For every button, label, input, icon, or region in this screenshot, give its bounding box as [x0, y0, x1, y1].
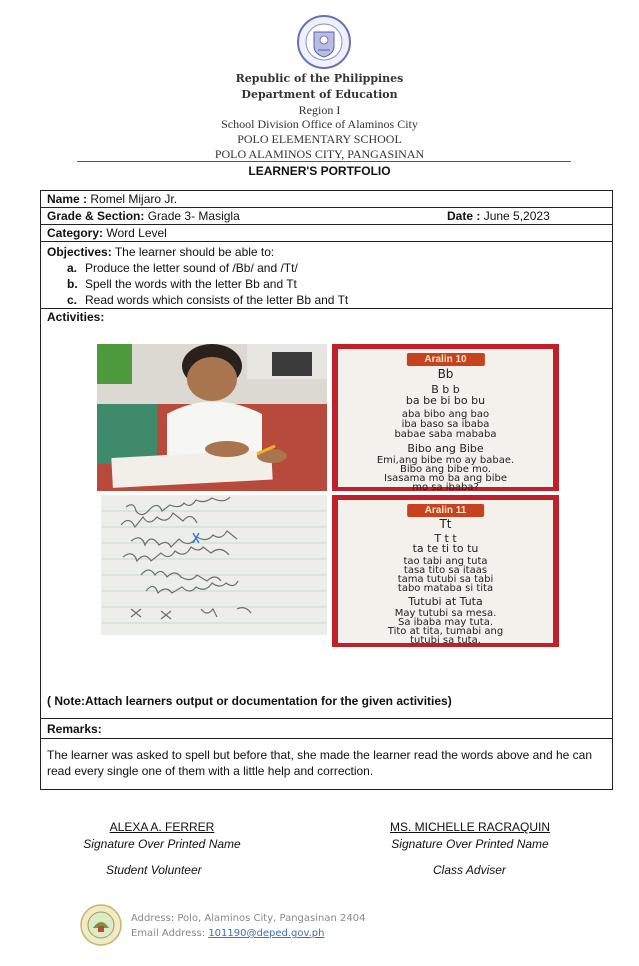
name-label: Name :: [47, 192, 88, 206]
letterhead-divider: [77, 161, 571, 162]
objective-text: Produce the letter sound of /Bb/ and /Tt/: [85, 261, 298, 275]
grade-label: Grade & Section:: [47, 209, 145, 223]
chart-line: tao tabi ang tuta: [403, 556, 488, 567]
remarks-text: The learner was asked to spell but before that, she made the learner read the words above and he can read every single one of them with a little help and correction.: [47, 748, 593, 778]
chart-line: Bibo ang bibe mo.: [400, 464, 491, 475]
chart-line: babae saba mababa: [394, 429, 497, 440]
letterhead-republic: Republic of the Philippines: [235, 72, 404, 85]
chart-story-title: Bibo ang Bibe: [407, 442, 484, 455]
chart-line: ta te ti to tu: [412, 542, 479, 555]
chart-line: Tito at tita, tumabi ang: [387, 626, 504, 637]
chart-letter: Tt: [439, 517, 452, 531]
category-label: Category:: [47, 226, 104, 240]
objective-text: Spell the words with the letter Bb and Tt: [85, 277, 297, 291]
aralin-10-badge: Aralin 10: [406, 353, 484, 366]
chart-line: mo sa ibaba?: [412, 482, 479, 491]
category-value: Word Level: [106, 226, 167, 240]
footer-email-label: Email Address:: [131, 928, 206, 939]
chart-letter: Bb: [437, 367, 454, 381]
grade-row: [41, 208, 612, 225]
chart-line: T t t: [434, 532, 457, 545]
chart-line: Sa ibaba may tuta.: [397, 617, 493, 628]
signatory-name: MS. MICHELLE RACRAQUIN: [389, 820, 551, 834]
document-title: LEARNER'S PORTFOLIO: [248, 164, 391, 178]
footer-email: [131, 928, 324, 939]
objectives-intro: The learner should be able to:: [114, 245, 275, 259]
photo-learner-writing: [97, 344, 327, 491]
date-field: [447, 208, 550, 224]
chart-line: tabo mataba si tita: [397, 583, 494, 594]
objective-item: [47, 292, 612, 308]
remarks-label: Remarks:: [47, 722, 102, 736]
learner-writing-image: [97, 344, 327, 491]
handwritten-sheet-image: [101, 495, 327, 635]
chart-line: tutubi sa tuta.: [410, 635, 481, 646]
objective-item: [47, 276, 612, 292]
name-row: [41, 191, 612, 208]
email-link[interactable]: 101190@deped.gov.ph: [208, 928, 325, 939]
chart-line: B b b: [431, 383, 460, 396]
chart-line: aba bibo ang bao: [401, 409, 490, 420]
chart-paper: [338, 500, 553, 646]
name-value: Romel Mijaro Jr.: [90, 192, 178, 206]
attachment-note: ( Note:Attach learners output or documentation for the given activities): [47, 694, 452, 708]
portfolio-form: [40, 190, 613, 790]
objectives-row: [41, 242, 612, 309]
signature-caption: Signature Over Printed Name: [83, 837, 241, 851]
photo-chart-aralin-11: [332, 495, 559, 647]
letterhead-region: Region I: [298, 103, 341, 117]
signatory-role: Class Adviser: [433, 863, 506, 877]
photo-chart-aralin-10: [332, 344, 559, 491]
date-value: June 5,2023: [483, 209, 550, 223]
letterhead-division: School Division Office of Alaminos City: [221, 117, 418, 131]
objective-letter: c.: [67, 293, 78, 307]
signature-class-adviser: [360, 820, 580, 851]
chart-line: tama tutubi sa tabi: [397, 574, 494, 585]
chart-line: Isasama mo ba ang bibe: [384, 473, 507, 484]
objective-text: Read words which consists of the letter Bb and Tt: [85, 293, 349, 307]
date-label: Date :: [447, 209, 481, 223]
activities-label: Activities:: [47, 310, 105, 324]
chart-line: iba baso sa ibaba: [401, 419, 490, 430]
grade-value: Grade 3- Masigla: [147, 209, 240, 223]
letterhead-school: POLO ELEMENTARY SCHOOL: [237, 132, 402, 146]
signatory-name: ALEXA A. FERRER: [109, 820, 215, 834]
chart-paper: [338, 349, 553, 491]
school-logo-icon: [80, 904, 122, 946]
deped-seal-icon: [296, 14, 352, 70]
objective-letter: a.: [67, 261, 78, 275]
aralin-11-badge: Aralin 11: [407, 504, 485, 517]
letterhead-department: Department of Education: [241, 88, 398, 101]
objectives-label: Objectives:: [47, 245, 112, 259]
letterhead-location: POLO ALAMINOS CITY, PANGASINAN: [214, 147, 425, 161]
chart-line: Emi,ang bibe mo ay babae.: [376, 455, 515, 466]
chart-line: tasa tito sa itaas: [403, 565, 488, 576]
footer-address: Address: Polo, Alaminos City, Pangasinan 2404: [131, 913, 366, 924]
objective-letter: b.: [67, 277, 78, 291]
category-row: [41, 225, 612, 242]
chart-line: ba be bi bo bu: [405, 394, 486, 407]
remarks-row: [41, 719, 612, 739]
chart-line: May tutubi sa mesa.: [394, 608, 497, 619]
chart-story-title: Tutubi at Tuta: [408, 595, 483, 608]
signature-student-volunteer: [62, 820, 262, 851]
signature-caption: Signature Over Printed Name: [391, 837, 549, 851]
objective-item: [47, 260, 612, 276]
signatory-role: Student Volunteer: [106, 863, 202, 877]
photo-handwritten-output: [101, 495, 327, 635]
